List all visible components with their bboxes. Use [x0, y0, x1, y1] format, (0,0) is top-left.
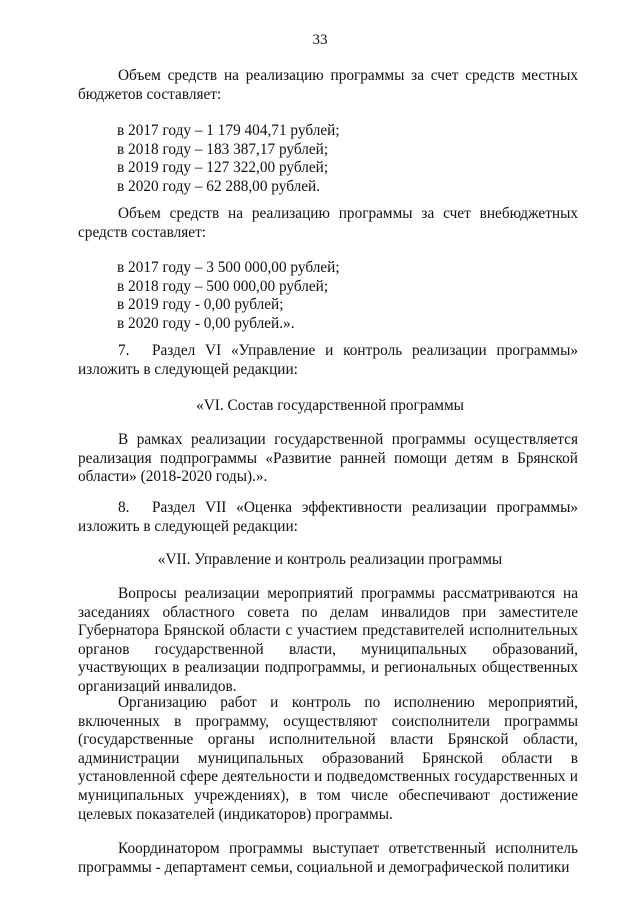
item-text: Раздел VI «Управление и контроль реализации программы»: [152, 342, 578, 359]
list-item: в 2019 году – 127 322,00 рублей;: [117, 159, 329, 177]
item-7: [78, 342, 578, 379]
item-text: Раздел VII «Оценка эффективности реализации программы»: [152, 499, 578, 516]
section-7-heading: «VII. Управление и контроль реализации программы: [157, 551, 503, 568]
list-item: в 2020 году - 0,00 рублей.».: [117, 314, 295, 332]
list-item: в 2017 году – 1 179 404,71 рублей;: [117, 122, 340, 139]
section-7-paragraph-3: Координатором программы выступает ответственный исполнитель программы - департамент семьи, социальной и демографической политики: [78, 840, 578, 876]
item-text-continued: изложить в следующей редакции:: [78, 517, 298, 535]
section-7-paragraph-2: Организацию работ и контроль по исполнению мероприятий, включенных в программу, осуществляют соисполнители программы (государственные органы исполнительной власти Брянской области, администрации муниципальных образований Брянской области в установленной сфере деятельности и подведомственных государственных и муниципальных учреждениях), в том числе обеспечивают достижение целевых показателей (индикаторов) программы.: [78, 694, 578, 823]
list-item: в 2020 году – 62 288,00 рублей.: [117, 177, 321, 195]
list-item: в 2019 году - 0,00 рублей;: [117, 296, 284, 314]
section-7-paragraph-1: Вопросы реализации мероприятий программы рассматриваются на заседаниях областного совета по делам инвалидов при заместителе Губернатора Брянской области с участием представителей исполнительных органов государственной власти, муниципальных образований, участвующих в реализации подпрограммы, и региональных общественных организаций инвалидов.: [78, 585, 578, 695]
page-number: 33: [312, 32, 328, 48]
list-item: в 2017 году – 3 500 000,00 рублей;: [117, 259, 340, 276]
local-budget-list: [117, 122, 340, 196]
extrabudget-list: [117, 259, 340, 333]
item-number: 7.: [118, 342, 130, 359]
list-item: в 2018 году – 183 387,17 рублей;: [117, 140, 329, 158]
item-8: [78, 499, 578, 536]
list-item: в 2018 году – 500 000,00 рублей;: [117, 277, 329, 295]
section-6-heading: «VI. Состав государственной программы: [196, 397, 464, 414]
item-text-continued: изложить в следующей редакции:: [78, 360, 298, 378]
extrabudget-intro: Объем средств на реализацию программы за счет внебюджетных средств составляет:: [78, 205, 578, 241]
local-budget-intro: Объем средств на реализацию программы за счет средств местных бюджетов составляет:: [78, 67, 578, 103]
item-number: 8.: [118, 499, 130, 516]
section-6-text: В рамках реализации государственной программы осуществляется реализация подпрограммы «Развитие ранней помощи детям в Брянской области» (2018-2020 годы).».: [78, 431, 578, 486]
